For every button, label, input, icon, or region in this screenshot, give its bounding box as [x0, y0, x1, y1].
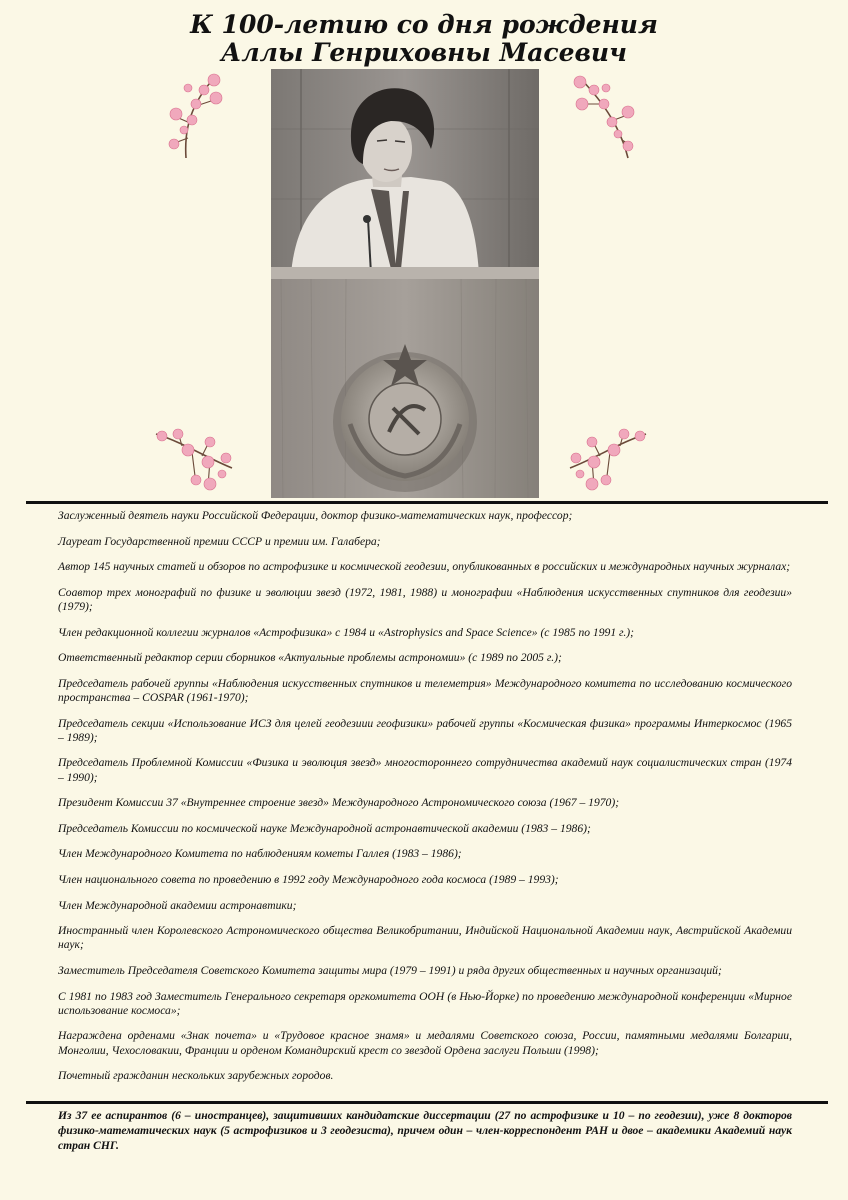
- achievement-item: Председатель рабочей группы «Наблюдения искусственных спутников и телеметрия» Международного комитета по исследованию космического пространства – COSPAR (1961-1970);: [58, 676, 792, 704]
- portrait-photo: [271, 69, 539, 498]
- achievement-item: С 1981 по 1983 год Заместитель Генерального секретаря оргкомитета ООН (в Нью-Йорке) по проведению международной конференции «Мирное использование космоса»;: [58, 989, 792, 1017]
- achievement-item: Иностранный член Королевского Астрономического общества Великобритании, Индийской Национальной Академии наук, Австрийской Академии наук;: [58, 924, 792, 952]
- achievement-item: Заслуженный деятель науки Российской Федерации, доктор физико-математических наук, профессор;: [58, 509, 573, 522]
- achievement-item: Председатель секции «Использование ИСЗ для целей геодезиии геофизики» рабочей группы «Космическая физика» программы Интеркосмос (1965 – 1989);: [58, 716, 792, 744]
- achievement-item: Соавтор трех монографий по физике и эволюции звезд (1972, 1981, 1988) и монографии «Наблюдения искусственных спутников для геодезии» (1979);: [58, 585, 792, 613]
- achievement-item: Председатель Проблемной Комиссии «Физика и эволюция звезд» многостороннего сотрудничества академий наук социалистических стран (1974 – 1990);: [58, 756, 792, 784]
- achievement-item: Член редакционной коллегии журналов «Астрофизика» с 1984 и «Astrophysics and Space Science» (с 1985 по 1991 г.);: [58, 625, 635, 639]
- achievement-item: Член национального совета по проведению в 1992 году Международного года космоса (1989 – 1993);: [58, 872, 559, 886]
- students-summary: Из 37 ее аспирантов (6 – иностранцев), защитивших кандидатские диссертации (27 по астрофизике и 10 – по геодезии), уже 8 докторов физико-математических наук (5 астрофизиков и 3 геодезиста), причем один – член-корреспондент РАН и двое – академики Академий наук стран СНГ.: [58, 1109, 792, 1152]
- achievement-item: Лауреат Государственной премии СССР и премии им. Галабера;: [58, 534, 381, 548]
- achievement-item: Награждена орденами «Знак почета» и «Трудовое красное знамя» и медалями Советского союза, России, памятными медалями Болгарии, Монголии, Чехословакии, Франции и орденом Командирский крест со звездой Ордена заслуги Польши (1998);: [58, 1029, 792, 1057]
- achievement-item: Почетный гражданин нескольких зарубежных городов.: [58, 1069, 334, 1083]
- portrait-at-podium-icon: [271, 69, 539, 498]
- achievement-item: Член Международного Комитета по наблюдениям кометы Галлея (1983 – 1986);: [58, 847, 462, 861]
- cherry-blossom-branch-icon: [166, 68, 232, 165]
- top-divider: [26, 501, 828, 504]
- achievement-item: Председатель Комиссии по космической науке Международной астронавтической академии (1983 – 1986);: [58, 821, 591, 835]
- bottom-divider: [26, 1101, 828, 1104]
- achievement-item: Член Международной академии астронавтики;: [58, 898, 297, 912]
- cherry-blossom-branch-icon: [152, 428, 236, 501]
- cherry-blossom-branch-icon: [566, 428, 650, 501]
- achievement-item: Президент Комиссии 37 «Внутреннее строение звезд» Международного Астрономического союза (1967 – 1970);: [58, 796, 620, 810]
- achievement-item: Заместитель Председателя Советского Комитета защиты мира (1979 – 1991) и ряда других общественных и научных организаций;: [58, 963, 722, 977]
- achievements-list: [58, 509, 792, 1095]
- page-title-line-1: К 100-летию со дня рождения: [190, 10, 658, 39]
- achievement-item: Автор 145 научных статей и обзоров по астрофизике и космической геодезии, опубликованных в российских и международных научных журналах;: [58, 560, 791, 574]
- achievement-item: Ответственный редактор серии сборников «Актуальные проблемы астрономии» (с 1989 по 2005 г.);: [58, 651, 562, 665]
- page-title-line-2: Аллы Генриховны Масевич: [221, 38, 627, 67]
- cherry-blossom-branch-icon: [566, 70, 636, 165]
